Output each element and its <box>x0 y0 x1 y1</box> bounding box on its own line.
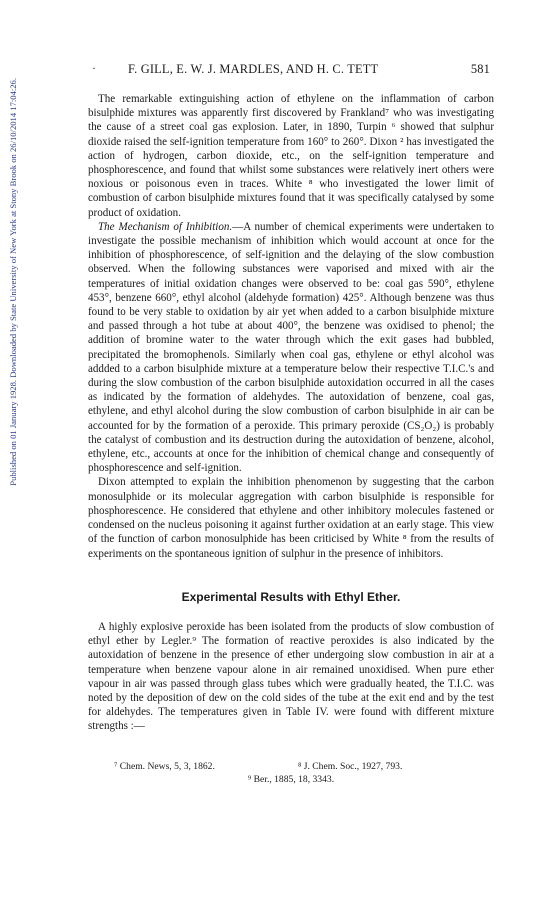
footnote-9: ⁹ Ber., 1885, 18, 3343. <box>247 774 335 785</box>
section-heading: Experimental Results with Ethyl Ether. <box>181 589 401 604</box>
paragraph-mechanism <box>88 220 494 476</box>
footnotes <box>88 760 494 786</box>
paragraph-ether: A highly explosive peroxide has been isolated from the products of slow combustion of ethyl ether by Legler.⁹ The formation of reactive peroxides is also indicated by the autoxidation of benzene in the presence of ether undergoing slow combustion in air at a temperature when benzene vapour alone in air remained unoxidised. When pure ether vapour in air was passed through glass tubes which were gradually heated, the T.I.C. was noted by the deposition of dew on the cold sides of the tube at the exit end and by the test for aldehydes. The temperatures given in Table IV. were found with different mixture strengths :— <box>88 620 494 733</box>
article-body <box>88 92 494 734</box>
paragraph-dixon: Dixon attempted to explain the inhibition phenomenon by suggesting that the carbon monosulphide or its molecular aggregation with carbon bisulphide is responsible for phosphorescence. He considered that ethylene and other inhibitory molecules fastened or condensed on the nucleus poisoning it against further oxidation at an early stage. This view of the function of carbon monosulphide has been criticised by White ⁸ from the results of experiments on the spontaneous ignition of sulphur in the presence of inhibitors. <box>88 476 494 560</box>
header-dot: · <box>92 61 97 75</box>
page-number: 581 <box>470 62 490 76</box>
download-watermark <box>0 78 16 598</box>
footnote-7: ⁷ Chem. News, 5, 3, 1862. <box>114 761 215 772</box>
download-notice: Published on 01 January 1928. Downloaded by State University of New York at Stony Brook on 26/10/2014 17:04:26. <box>8 78 18 486</box>
paragraph-history: The remarkable extinguishing action of ethylene on the inflammation of carbon bisulphide mixtures was apparently first discovered by Frankland⁷ who was investigating the cause of a street coal gas explosion. Later, in 1890, Turpin ⁶ showed that sulphur dioxide raised the self-ignition temperature from 160° to 260°. Dixon ² has investigated the action of hydrogen, carbon dioxide, etc., on the self-ignition temperature and phosphorescence, and found that whilst some substances were relatively inert others were noxious or poisonous even in traces. White ⁸ who investigated the lower limit of combustion of carbon bisulphide mixtures found that it was specifically catalysed by some product of oxidation. <box>88 93 494 219</box>
header-authors: F. GILL, E. W. J. MARDLES, AND H. C. TETT <box>128 62 379 76</box>
running-header <box>92 62 490 78</box>
footnote-row <box>88 760 494 773</box>
footnote-8: ⁸ J. Chem. Soc., 1927, 793. <box>298 761 403 772</box>
paragraph-mechanism-text: —A number of chemical experiments were undertaken to investigate the possible mechanism of inhibition which would account at once for the inhibition of phosphorescence, of self-ignition and the delaying of the slow combustion observed. When the following substances were vaporised and mixed with air the temperatures of initial oxidation changes were observed to be: coal gas 590°, ethylene 453°, benzene 660°, ethyl alcohol (aldehyde formation) 425°. Although benzene was thus found to be very stable to oxidation by air yet when added to a carbon bisulphide mixture and passed through a hot tube at about 400°, the benzene was oxidised to phenol; the addition of bromine water to the water through which the exit gases had bubbled, precipitated the bromophenols. Similarly when coal gas, ethylene or ethyl alcohol was addded to a carbon bisulphide mixture at a temperature below their respective T.I.C.'s and during the slow combustion of the carbon bisulphide autoxidation occurred in all the cases as indicated by the formation of aldehydes. The autoxidation of benzene, coal gas, ethylene, and ethyl alcohol during the slow combustion of carbon bisulphide in air can be accounted for by the formation of a peroxide. This primary peroxide (CS₂O₂) is probably the catalyst of combustion and its destruction during the autoxidation of benzene, alcohol, ethylene, etc., accounts at once for the inhibition of chemical change and consequently of phosphorescence and self-ignition. <box>88 220 494 475</box>
section-title-mechanism: The Mechanism of Inhibition. <box>98 220 233 233</box>
